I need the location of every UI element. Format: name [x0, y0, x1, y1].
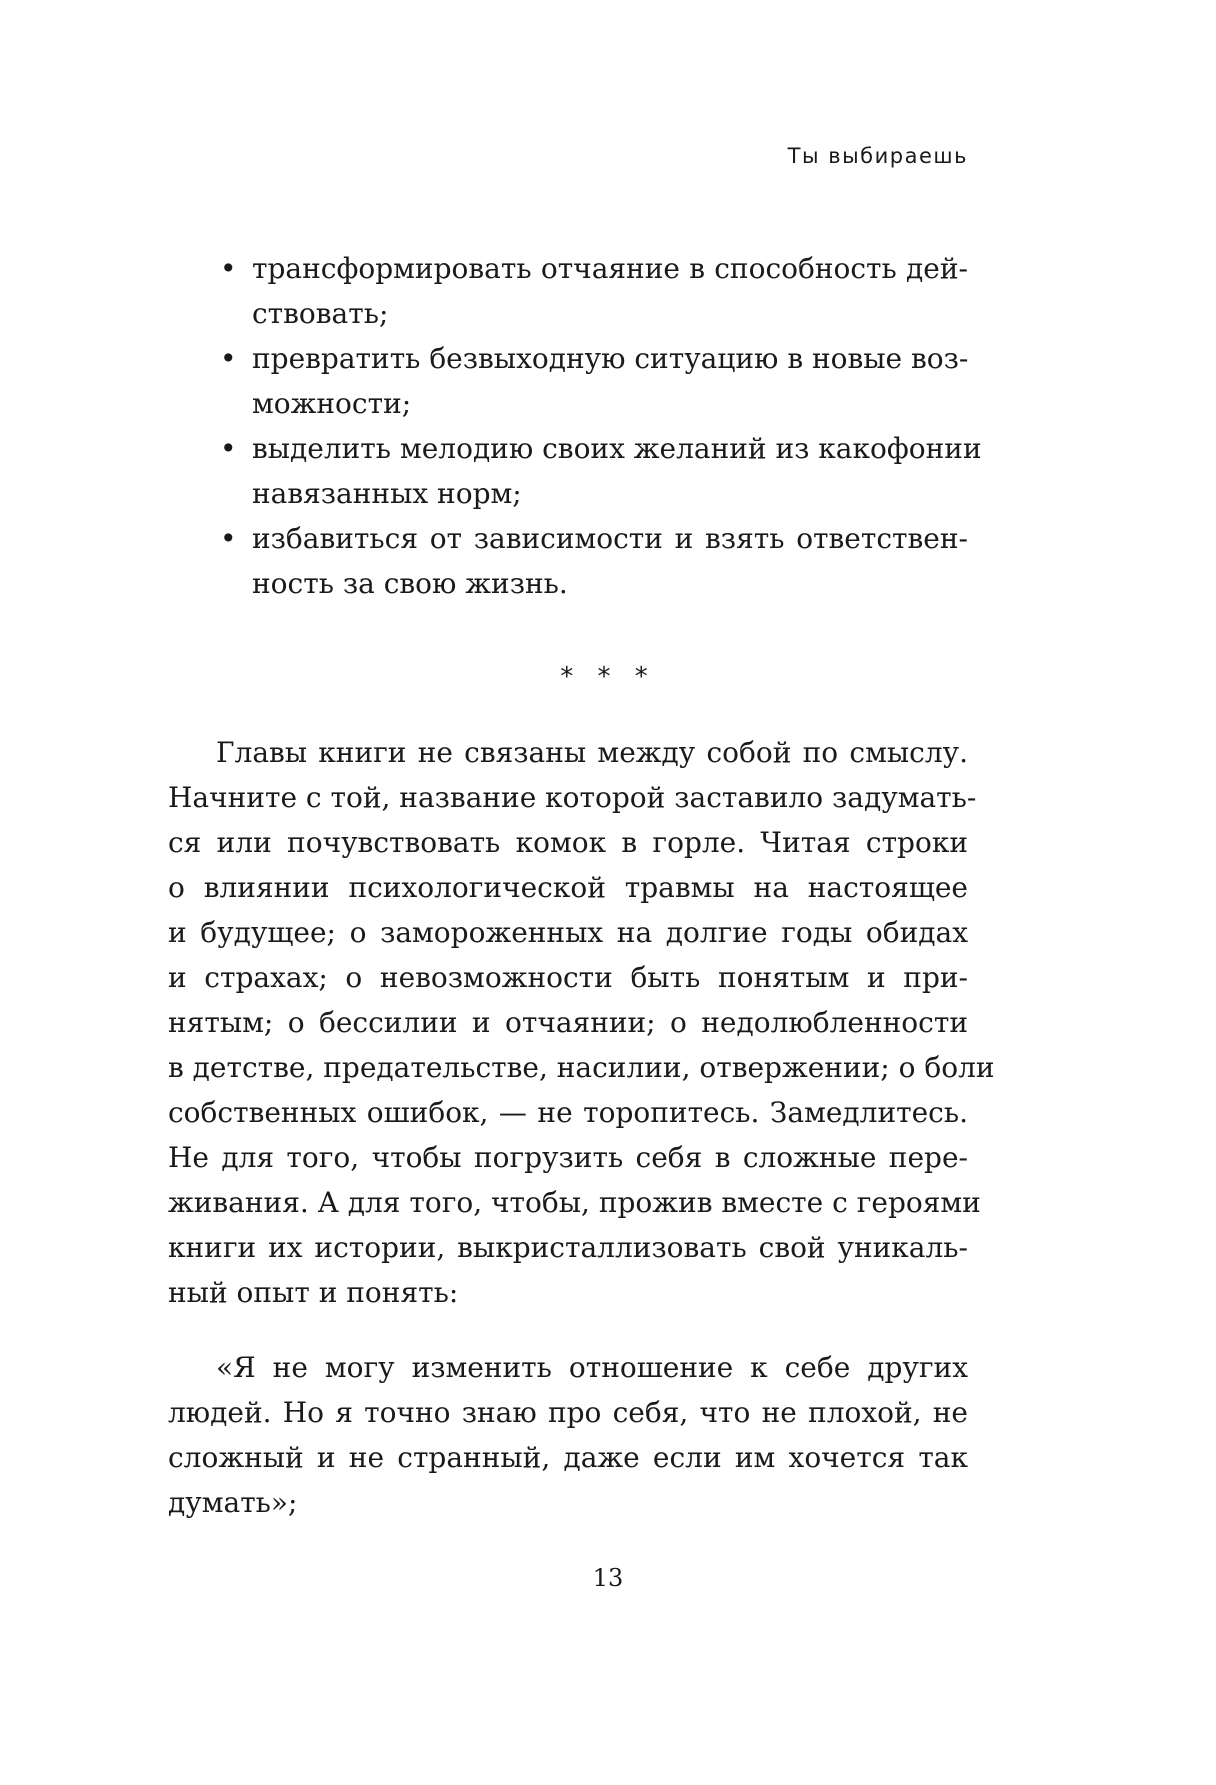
- quote-paragraph: [168, 1345, 968, 1525]
- page-number: 13: [592, 1564, 624, 1592]
- paragraph-line: в детстве, предательстве, насилии, отвержении; о боли: [168, 1051, 995, 1084]
- section-separator: * * *: [560, 662, 656, 692]
- bullet-line: ность за свою жизнь.: [252, 567, 568, 600]
- bullet-line: трансформировать отчаяние в способность дей-: [252, 252, 968, 285]
- paragraph-line: и будущее; о замороженных на долгие годы обидах: [168, 916, 968, 949]
- paragraph-line: «Я не могу изменить отношение к себе других: [216, 1351, 968, 1384]
- paragraph-line: ся или почувствовать комок в горле. Читая строки: [168, 826, 968, 859]
- paragraph-line: ный опыт и понять:: [168, 1276, 459, 1309]
- paragraph-line: Начните с той, название которой заставило задумать-: [168, 781, 977, 814]
- paragraph-line: сложный и не странный, даже если им хочется так: [168, 1441, 968, 1474]
- paragraph-line: и страхах; о невозможности быть понятым и при-: [168, 961, 968, 994]
- bullet-line: можности;: [252, 387, 412, 420]
- paragraph-line: людей. Но я точно знаю про себя, что не плохой, не: [168, 1396, 968, 1429]
- running-head: Ты выбираешь: [787, 144, 968, 168]
- bullet-line: выделить мелодию своих желаний из какофонии: [252, 432, 982, 465]
- bullet-line: ствовать;: [252, 297, 389, 330]
- bullet-dot: •: [220, 252, 237, 285]
- paragraph-line: нятым; о бессилии и отчаянии; о недолюбленности: [168, 1006, 968, 1039]
- bullet-line: навязанных норм;: [252, 477, 522, 510]
- body-paragraph: [168, 730, 995, 1315]
- bullet-dot: •: [220, 522, 237, 555]
- bullet-item: [168, 246, 968, 336]
- paragraph-line: живания. А для того, чтобы, прожив вместе с героями: [168, 1186, 981, 1219]
- paragraph-line: книги их истории, выкристаллизовать свой уникаль-: [168, 1231, 968, 1264]
- paragraph-line: о влиянии психологической травмы на настоящее: [168, 871, 968, 904]
- bullet-dot: •: [220, 432, 237, 465]
- paragraph-line: Главы книги не связаны между собой по смыслу.: [216, 736, 968, 769]
- paragraph-line: думать»;: [168, 1486, 298, 1519]
- bullet-item: [168, 336, 968, 426]
- paragraph-line: собственных ошибок, — не торопитесь. Замедлитесь.: [168, 1096, 968, 1129]
- bullet-line: превратить безвыходную ситуацию в новые воз-: [252, 342, 969, 375]
- bullet-item: [168, 426, 982, 516]
- bullet-list: [168, 246, 982, 606]
- bullet-line: избавиться от зависимости и взять ответствен-: [252, 522, 968, 555]
- bullet-dot: •: [220, 342, 237, 375]
- paragraph-line: Не для того, чтобы погрузить себя в сложные пере-: [168, 1141, 968, 1174]
- bullet-item: [168, 516, 968, 606]
